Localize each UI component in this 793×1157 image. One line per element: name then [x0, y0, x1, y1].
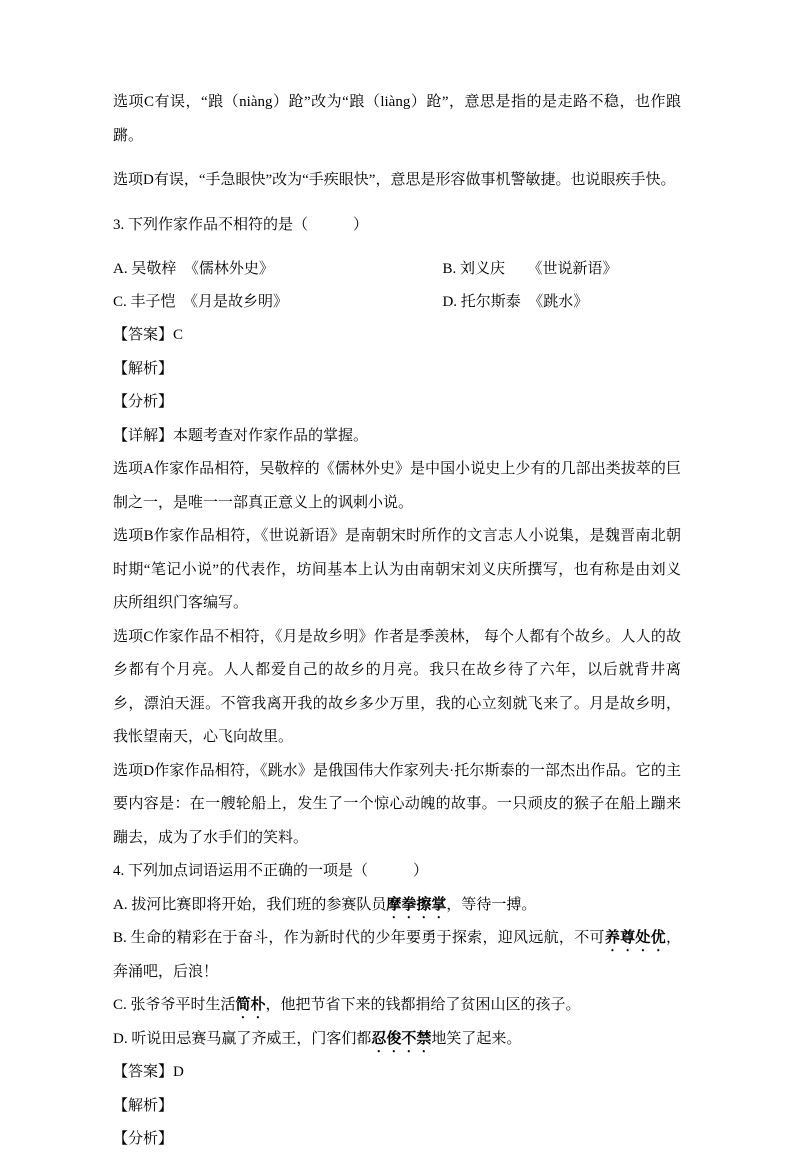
q4-option-a-pre: A. 拔河比赛即将开始，我们班的参赛队员 — [113, 896, 387, 913]
q4-option-a-post: ，等待一搏。 — [446, 896, 537, 913]
q3-option-c: C. 丰子恺 《月是故乡明》 — [113, 294, 289, 310]
q3-stem: 3. 下列作家作品不相符的是（ ） — [113, 216, 369, 233]
q3-explanation-option-b: 选项B作家作品相符，《世说新语》是南朝宋时所作的文言志人小说集，是魏晋南北朝时期“笔记小说”的代表作，坊间基本上认为由南朝宋刘义庆所撰写，也有称是由刘义庆所组织门客编写。 — [113, 528, 681, 611]
q4-option-d-emphasized-word: 忍俊不禁 — [371, 1030, 432, 1047]
q3-options-row-2 — [113, 286, 681, 319]
q3-answer-line: 【答案】C — [113, 327, 184, 343]
q4-answer-line: 【答案】D — [113, 1064, 184, 1080]
q2-explanation-option-c: 选项C有误，“踉（niàng）跄”改为“踉（liàng）跄”，意思是指的是走路不稳，也作踉蹡。 — [113, 94, 681, 144]
q4-option-c-pre: C. 张爷爷平时生活 — [113, 997, 236, 1013]
q2-explanation-option-d: 选项D有误，“手急眼快”改为“手疾眼快”，意思是形容做事机警敏捷。也说眼疾手快。 — [113, 172, 676, 188]
q3-option-a: A. 吴敬梓 《儒林外史》 — [113, 261, 274, 277]
q4-option-d-pre: D. 听说田忌赛马赢了齐威王，门客们都 — [113, 1030, 372, 1047]
q4-option-c — [113, 989, 681, 1023]
q4-jiexi-label: 【解析】 — [113, 1097, 174, 1114]
q3-xiangjie-line: 【详解】本题考查对作家作品的掌握。 — [113, 427, 369, 444]
q3-options-row-1 — [113, 253, 681, 286]
q3-explanation-option-d: 选项D作家作品相符，《跳水》是俄国伟大作家列夫·托尔斯泰的一部杰出作品。它的主要内容是：在一艘轮船上，发生了一个惊心动魄的故事。一只顽皮的猴子在船上蹦来蹦去，成为了水手们的笑料。 — [113, 762, 681, 846]
q4-option-a — [113, 889, 681, 923]
q4-option-d — [113, 1023, 681, 1057]
q3-fenxi-label: 【分析】 — [113, 394, 174, 410]
q3-option-b: B. 刘义庆 《世说新语》 — [442, 261, 618, 277]
q4-option-c-post: ，他把节省下来的钱都捐给了贫困山区的孩子。 — [265, 997, 581, 1013]
q4-option-b — [113, 922, 681, 989]
q4-option-b-pre: B. 生命的精彩在于奋斗，作为新时代的少年要勇于探索，迎风远航，不可 — [113, 930, 605, 946]
q4-option-b-emphasized-word: 养尊处优 — [604, 930, 666, 946]
q3-jiexi-label: 【解析】 — [113, 360, 174, 377]
q3-explanation-option-a: 选项A作家作品相符，吴敬梓的《儒林外史》是中国小说史上少有的几部出类拔萃的巨制之一，是唯一一部真正意义上的讽刺小说。 — [113, 461, 681, 511]
q3-explanation-option-c: 选项C作家作品不相符，《月是故乡明》作者是季羡林， 每个人都有个故乡。人人的故乡都有个月亮。人人都爱自己的故乡的月亮。我只在故乡待了六年，以后就背井离乡，漂泊天涯。不管我离开我的故乡多少万里，我的心立刻就飞来了。月是故乡明，我怅望南天，心飞向故里。 — [113, 628, 681, 745]
q4-fenxi-label: 【分析】 — [113, 1131, 174, 1147]
q4-option-d-post: 地笑了起来。 — [431, 1030, 522, 1047]
q4-option-c-emphasized-word: 简朴 — [235, 997, 266, 1013]
q4-option-a-emphasized-word: 摩拳擦掌 — [386, 896, 447, 913]
q3-option-d: D. 托尔斯泰 《跳水》 — [442, 294, 589, 310]
q4-option-b-post: ，奔涌吧，后浪！ — [113, 930, 681, 980]
q4-stem: 4. 下列加点词语运用不正确的一项是（ ） — [113, 863, 429, 879]
